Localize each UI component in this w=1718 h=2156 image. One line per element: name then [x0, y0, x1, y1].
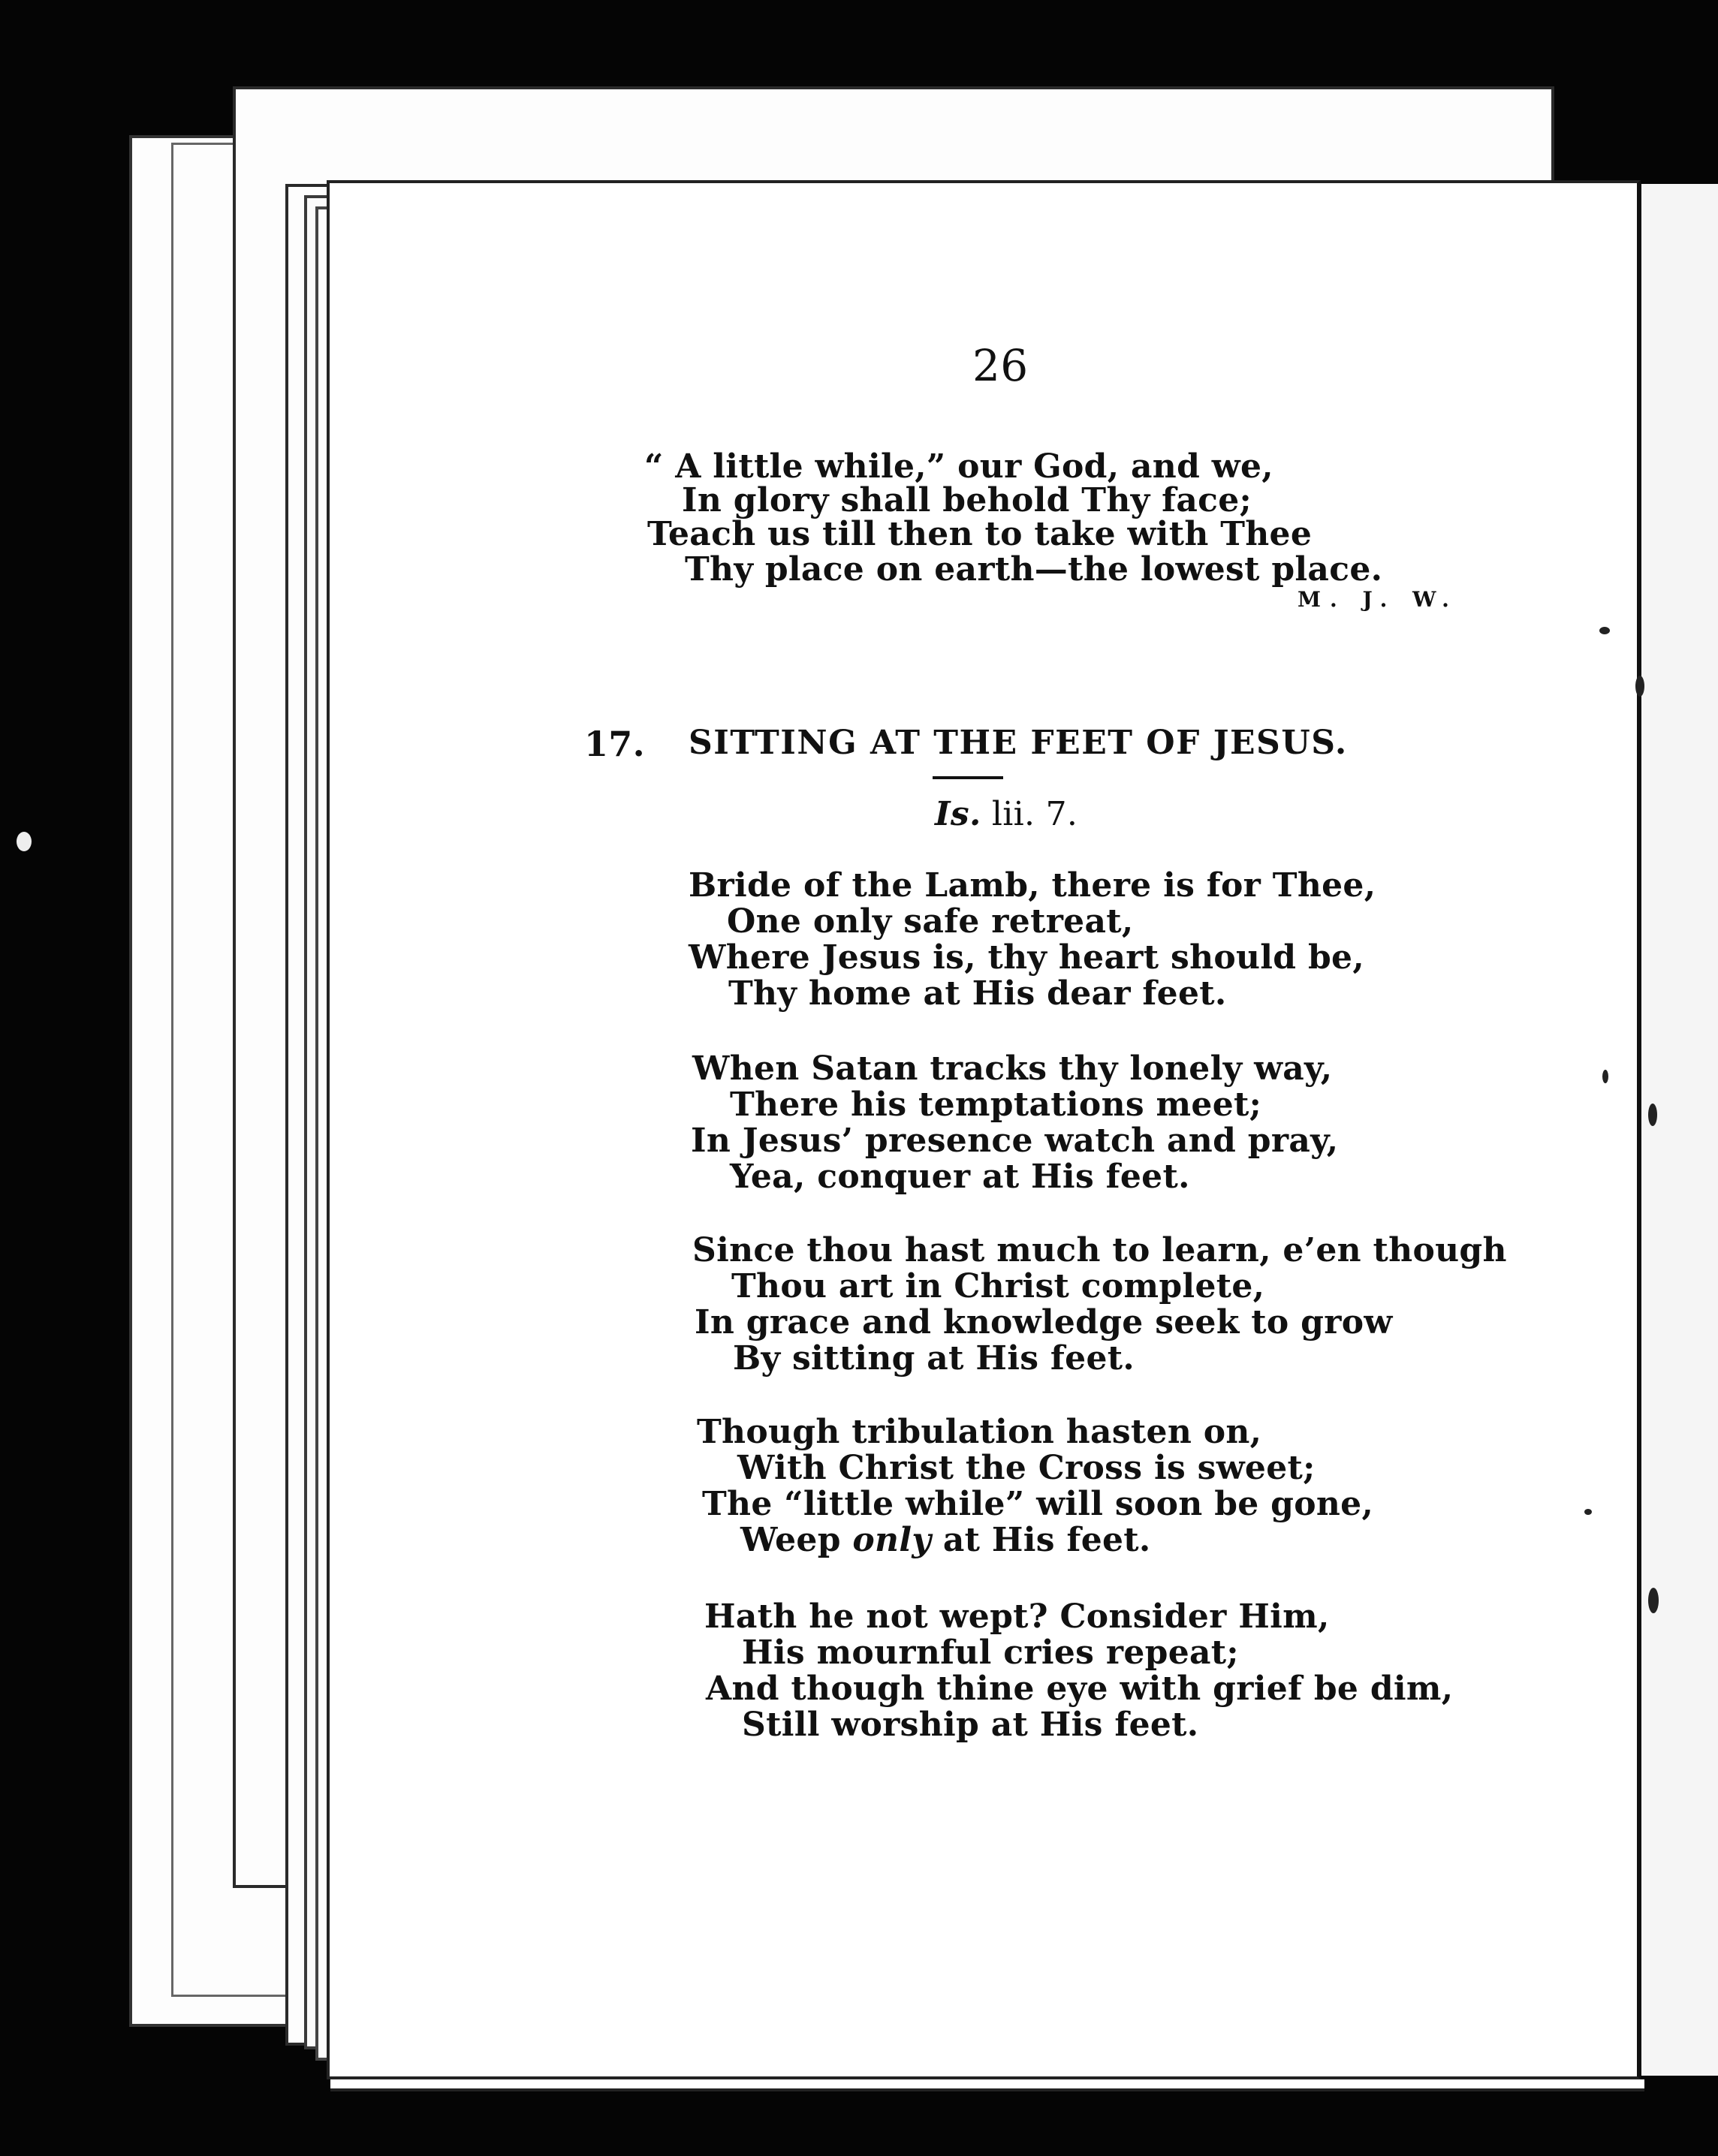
scan-speck	[1599, 627, 1610, 634]
title-rule	[933, 776, 1003, 779]
scan-speck	[1648, 1588, 1659, 1613]
hymn-number: 17.	[584, 724, 645, 764]
scan-speck	[1635, 676, 1644, 697]
verse-line: When Satan tracks thy lonely way,	[692, 1049, 1333, 1088]
verse-line: “ A little while,” our God, and we,	[644, 447, 1273, 486]
scripture-chapter-verse: lii. 7.	[991, 795, 1078, 833]
verse-line	[740, 1521, 1151, 1559]
verse-line: In glory shall behold Thy face;	[682, 481, 1252, 519]
hymn-title: SITTING AT THE FEET OF JESUS.	[689, 724, 1348, 762]
verse-line: Hath he not wept? Consider Him,	[704, 1597, 1330, 1636]
verse-line: Still worship at His feet.	[742, 1706, 1199, 1744]
verse-line: One only safe retreat,	[727, 902, 1134, 941]
verse-line: And though thine eye with grief be dim,	[706, 1670, 1454, 1708]
verse-line: Though tribulation hasten on,	[697, 1413, 1262, 1451]
scan-speck	[17, 832, 32, 851]
verse-line: In Jesus’ presence watch and pray,	[691, 1122, 1339, 1160]
scripture-book: Is.	[935, 795, 981, 833]
verse-line: In grace and knowledge seek to grow	[695, 1303, 1393, 1341]
verse-line: Since thou hast much to learn, e’en though	[692, 1231, 1507, 1269]
verse-line: Thy place on earth—the lowest place.	[685, 550, 1383, 589]
author-initials: M. J. W.	[1298, 587, 1458, 612]
verse-word: at His feet.	[942, 1521, 1151, 1559]
verse-line: Yea, conquer at His feet.	[730, 1158, 1190, 1196]
verse-line: There his temptations meet;	[730, 1086, 1262, 1124]
verse-line: Thy home at His dear feet.	[728, 974, 1227, 1013]
verse-line: By sitting at His feet.	[733, 1339, 1135, 1378]
scan-speck	[1584, 1509, 1592, 1515]
facing-page-edge	[1638, 184, 1718, 2076]
scan-speck	[1602, 1070, 1608, 1083]
scan-speck	[1648, 1104, 1657, 1126]
verse-line: His mournful cries repeat;	[742, 1634, 1239, 1672]
page-bottom-edge	[330, 2079, 1644, 2091]
page-number: 26	[972, 340, 1029, 391]
verse-line: With Christ the Cross is sweet;	[737, 1449, 1316, 1487]
scripture-reference	[935, 795, 1078, 833]
verse-word: Weep	[740, 1521, 841, 1559]
verse-line: Thou art in Christ complete,	[731, 1267, 1265, 1305]
verse-line: Bride of the Lamb, there is for Thee,	[689, 866, 1376, 905]
verse-line: The “little while” will soon be gone,	[702, 1485, 1374, 1523]
verse-emphasis: only	[852, 1521, 932, 1559]
verse-line: Where Jesus is, thy heart should be,	[689, 938, 1364, 977]
verse-line: Teach us till then to take with Thee	[647, 515, 1313, 553]
